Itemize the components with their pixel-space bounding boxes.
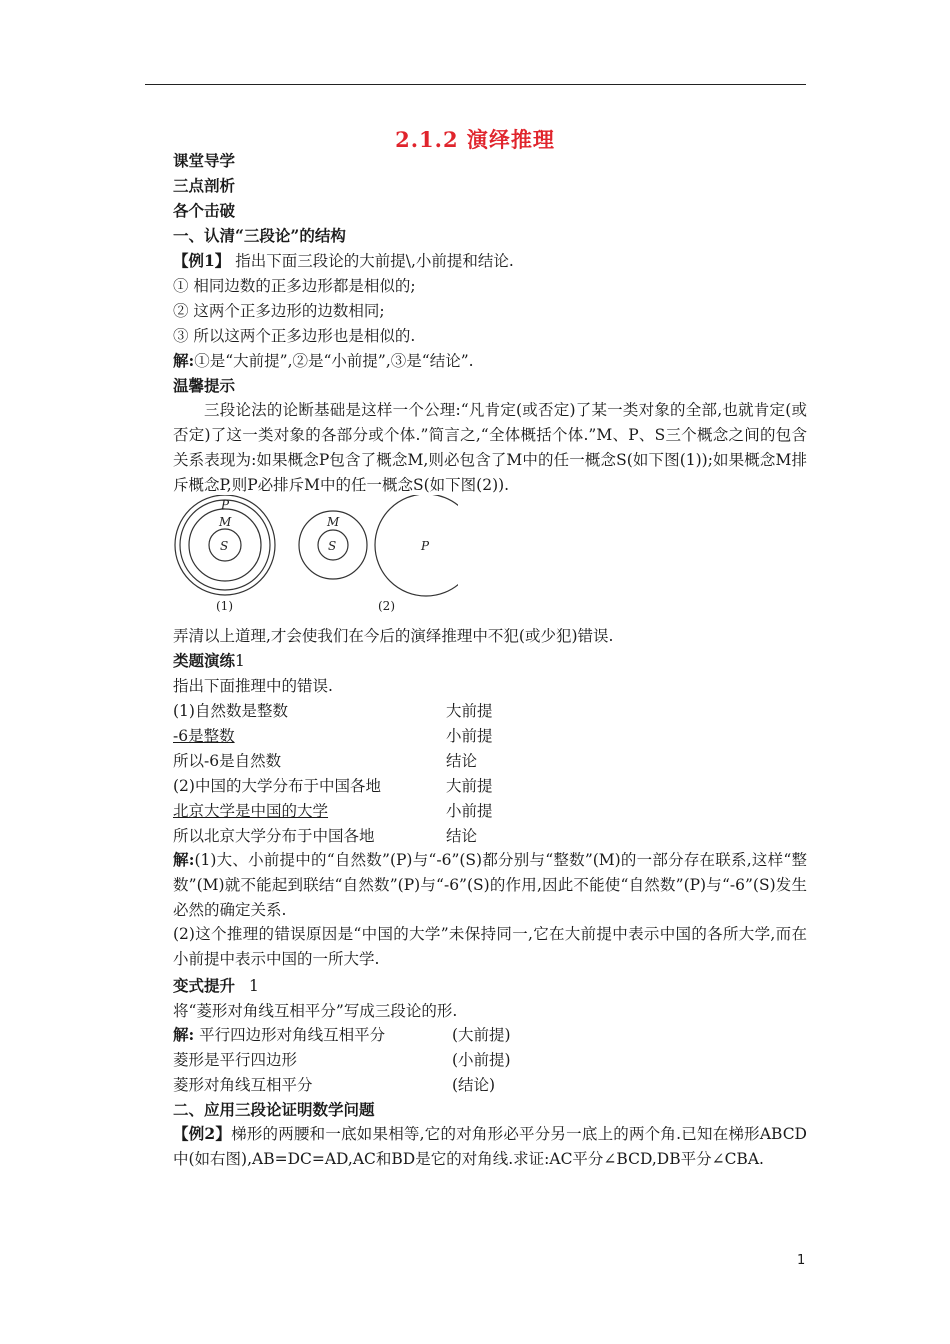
practice-stmt: (2)中国的大学分布于中国各地 — [173, 777, 381, 795]
tip-heading: 温馨提示 — [173, 376, 236, 395]
variant-stmt-text: 平行四边形对角线互相平分 — [199, 1026, 386, 1044]
caption-2: (2) — [378, 599, 395, 613]
solution-text: (1)大、小前提中的“自然数”(P)与“-6”(S)都分别与“整数”(M)的一部分存在联系,这样“整数”(M)就不能起到联结“自然数”(P)与“-6”(S)的作用,因此不能使“自然数”(P)与“-6”(S)发生必然的确定关系. — [173, 851, 807, 919]
example-1-label: 【例1】 — [173, 251, 231, 270]
practice-role: 结论 — [446, 752, 478, 770]
heading-gege: 各个击破 — [173, 201, 236, 220]
example-1-item: ③ 所以这两个正多边形也是相似的. — [173, 327, 416, 345]
variant-role: (小前提) — [452, 1051, 511, 1069]
variant-stmt: 菱形对角线互相平分 — [173, 1076, 313, 1094]
caption-1: (1) — [216, 599, 233, 613]
example-2 — [173, 1121, 807, 1172]
practice-label: 类题演练 — [173, 651, 236, 670]
label-s-2: S — [328, 539, 337, 553]
page-number: 1 — [797, 1253, 806, 1268]
circle-p-2 — [375, 495, 458, 596]
variant-role: (结论) — [452, 1076, 496, 1094]
label-s: S — [220, 539, 229, 553]
variant-role: (大前提) — [452, 1026, 511, 1044]
practice-stmt: 所以-6是自然数 — [173, 752, 282, 770]
label-p-2: P — [421, 539, 430, 553]
practice-num: 1 — [235, 652, 245, 670]
example-2-label: 【例2】 — [173, 1124, 232, 1143]
label-m: M — [219, 515, 232, 529]
practice-1-prompt: 指出下面推理中的错误. — [173, 677, 333, 695]
concept-diagram — [168, 495, 458, 620]
header-rule — [145, 84, 806, 85]
practice-role: 大前提 — [446, 777, 493, 795]
practice-stmt: (1)自然数是整数 — [173, 702, 288, 720]
practice-stmt: 所以北京大学分布于中国各地 — [173, 827, 375, 845]
example-1-item: ② 这两个正多边形的边数相同; — [173, 302, 385, 320]
practice-stmt: -6是整数 — [173, 727, 235, 745]
solution-label: 解: — [173, 1025, 195, 1044]
example-1-solution — [173, 350, 474, 372]
example-1-text: 指出下面三段论的大前提\,小前提和结论. — [230, 252, 514, 270]
solution-label: 解: — [173, 351, 195, 370]
page-title: 2.1.2 演绎推理 — [395, 127, 555, 152]
variant-1-heading — [173, 975, 259, 997]
section-1-heading: 一、认清“三段论”的结构 — [173, 226, 346, 245]
practice-solution-1 — [173, 847, 807, 923]
example-1-item: ① 相同边数的正多边形都是相似的; — [173, 277, 416, 295]
tip-after: 弄清以上道理,才会使我们在今后的演绎推理中不犯(或少犯)错误. — [173, 627, 614, 645]
variant-stmt: 菱形是平行四边形 — [173, 1051, 298, 1069]
practice-role: 结论 — [446, 827, 478, 845]
solution-label: 解: — [173, 850, 195, 869]
example-1-line — [173, 250, 514, 272]
label-p: P — [221, 498, 230, 512]
practice-solution-2: (2)这个推理的错误原因是“中国的大学”未保持同一,它在大前提中表示中国的各所大学,而在小前提中表示中国的一所大学. — [173, 925, 807, 968]
tip-paragraph: 三段论法的论断基础是这样一个公理:“凡肯定(或否定)了某一类对象的全部,也就肯定(或否定)了这一类对象的各部分或个体.”简言之,“全体概括个体.”M、P、S三个概念之间的包含关系表现为:如果概念P包含了概念M,则必包含了M中的任一概念S(如下图(1));如果概念M排斥概念P,则P必排斥M中的任一概念S(如下图(2)). — [173, 401, 807, 494]
heading-sandian: 三点剖析 — [173, 176, 236, 195]
solution-text: ①是“大前提”,②是“小前提”,③是“结论”. — [194, 352, 474, 370]
heading-ketang: 课堂导学 — [173, 151, 236, 170]
practice-role: 小前提 — [446, 802, 493, 820]
label-m-2: M — [327, 515, 340, 529]
variant-1-prompt: 将“菱形对角线互相平分”写成三段论的形. — [173, 1002, 458, 1020]
section-2-heading: 二、应用三段论证明数学问题 — [173, 1100, 375, 1119]
practice-stmt: 北京大学是中国的大学 — [173, 802, 329, 820]
practice-role: 小前提 — [446, 727, 493, 745]
variant-stmt — [173, 1024, 385, 1046]
variant-num: 1 — [249, 977, 259, 995]
variant-label: 变式提升 — [173, 976, 236, 995]
practice-1-heading — [173, 650, 245, 672]
example-2-text: 梯形的两腰和一底如果相等,它的对角形必平分另一底上的两个角.已知在梯形ABCD中(如右图),AB=DC=AD,AC和BD是它的对角线.求证:AC平分∠BCD,DB平分∠CBA. — [173, 1125, 807, 1168]
practice-role: 大前提 — [446, 702, 493, 720]
